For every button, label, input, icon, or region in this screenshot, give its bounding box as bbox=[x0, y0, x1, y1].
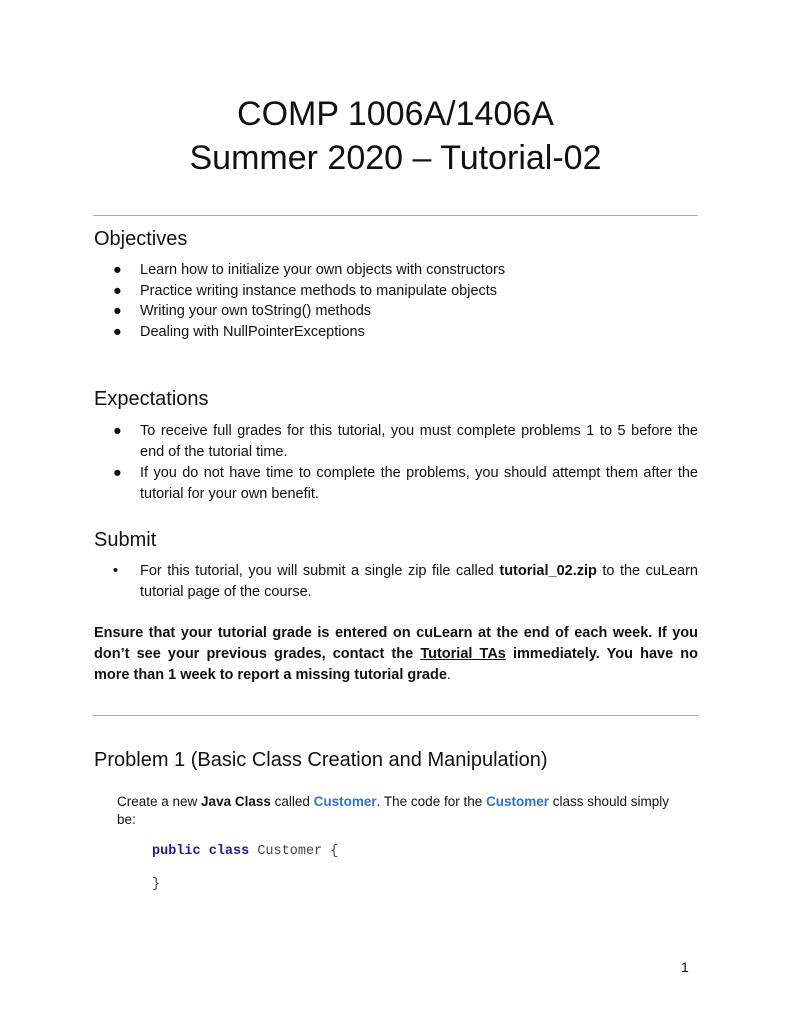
expectations-list bbox=[94, 421, 698, 504]
bullet-icon: ● bbox=[113, 282, 122, 299]
bullet-icon: ● bbox=[113, 323, 122, 340]
divider-bottom bbox=[93, 715, 698, 716]
submit-text-before: For this tutorial, you will submit a single zip file called bbox=[140, 563, 500, 579]
page-number: 1 bbox=[681, 959, 689, 975]
code-keyword: public bbox=[152, 844, 201, 859]
list-item-text: Practice writing instance methods to manipulate objects bbox=[140, 282, 498, 299]
list-item bbox=[94, 260, 698, 281]
code-line-1 bbox=[152, 843, 338, 861]
tutorial-tas-link[interactable]: Tutorial TAs bbox=[420, 646, 506, 662]
list-item-text: Dealing with NullPointerExceptions bbox=[140, 323, 365, 340]
problem-1-description bbox=[117, 793, 677, 829]
code-text: Customer { bbox=[249, 844, 339, 859]
bullet-icon: ● bbox=[113, 303, 122, 319]
list-item-text: To receive full grades for this tutorial, you must complete problems 1 to 5 before the end of the tutorial time. bbox=[140, 423, 698, 460]
submit-list bbox=[94, 561, 698, 602]
grade-notice bbox=[94, 623, 698, 686]
zip-filename: tutorial_02.zip bbox=[499, 563, 597, 579]
list-item-text: Learn how to initialize your own objects with constructors bbox=[140, 262, 506, 278]
problem-text: called bbox=[270, 794, 314, 809]
problem-1-heading: Problem 1 (Basic Class Creation and Manipulation) bbox=[94, 749, 548, 771]
bullet-icon: ● bbox=[113, 465, 122, 481]
divider-top bbox=[93, 215, 698, 216]
bullet-icon: • bbox=[113, 563, 119, 579]
list-item bbox=[94, 301, 698, 322]
list-item bbox=[94, 322, 698, 343]
list-item-text: Writing your own toString() methods bbox=[140, 303, 372, 319]
document-title-line-1: COMP 1006A/1406A bbox=[237, 95, 554, 133]
class-name: Customer bbox=[485, 794, 549, 809]
list-item-text: If you do not have time to complete the problems, you should attempt them after the tutorial for your own benefit. bbox=[140, 465, 698, 502]
notice-period: . bbox=[446, 667, 451, 683]
list-item bbox=[94, 281, 698, 302]
java-class-term: Java Class bbox=[201, 794, 271, 809]
bullet-icon: ● bbox=[113, 423, 122, 439]
submit-heading: Submit bbox=[94, 529, 157, 551]
bullet-icon: ● bbox=[113, 262, 122, 278]
submit-text-after: to the cuLearn tutorial page of the course. bbox=[140, 563, 698, 600]
list-item bbox=[94, 421, 698, 462]
code-line-2: } bbox=[152, 877, 161, 892]
list-item bbox=[94, 561, 698, 602]
problem-text: class should simply be: bbox=[117, 794, 670, 827]
problem-text: Create a new bbox=[117, 794, 202, 809]
document-title-line-2: Summer 2020 – Tutorial-02 bbox=[189, 139, 602, 177]
list-item bbox=[94, 463, 698, 504]
notice-text-after: immediately. You have no more than 1 week to report a missing tutorial grade bbox=[94, 646, 698, 683]
notice-text-before: Ensure that your tutorial grade is entered on cuLearn at the end of each week. If you don’t see your previous grades, contact the bbox=[94, 625, 698, 662]
objectives-list bbox=[94, 260, 698, 342]
objectives-heading: Objectives bbox=[94, 228, 188, 250]
problem-text: . The code for the bbox=[376, 794, 486, 809]
code-keyword: class bbox=[208, 844, 250, 859]
class-name: Customer bbox=[313, 794, 377, 809]
expectations-heading: Expectations bbox=[94, 388, 209, 410]
